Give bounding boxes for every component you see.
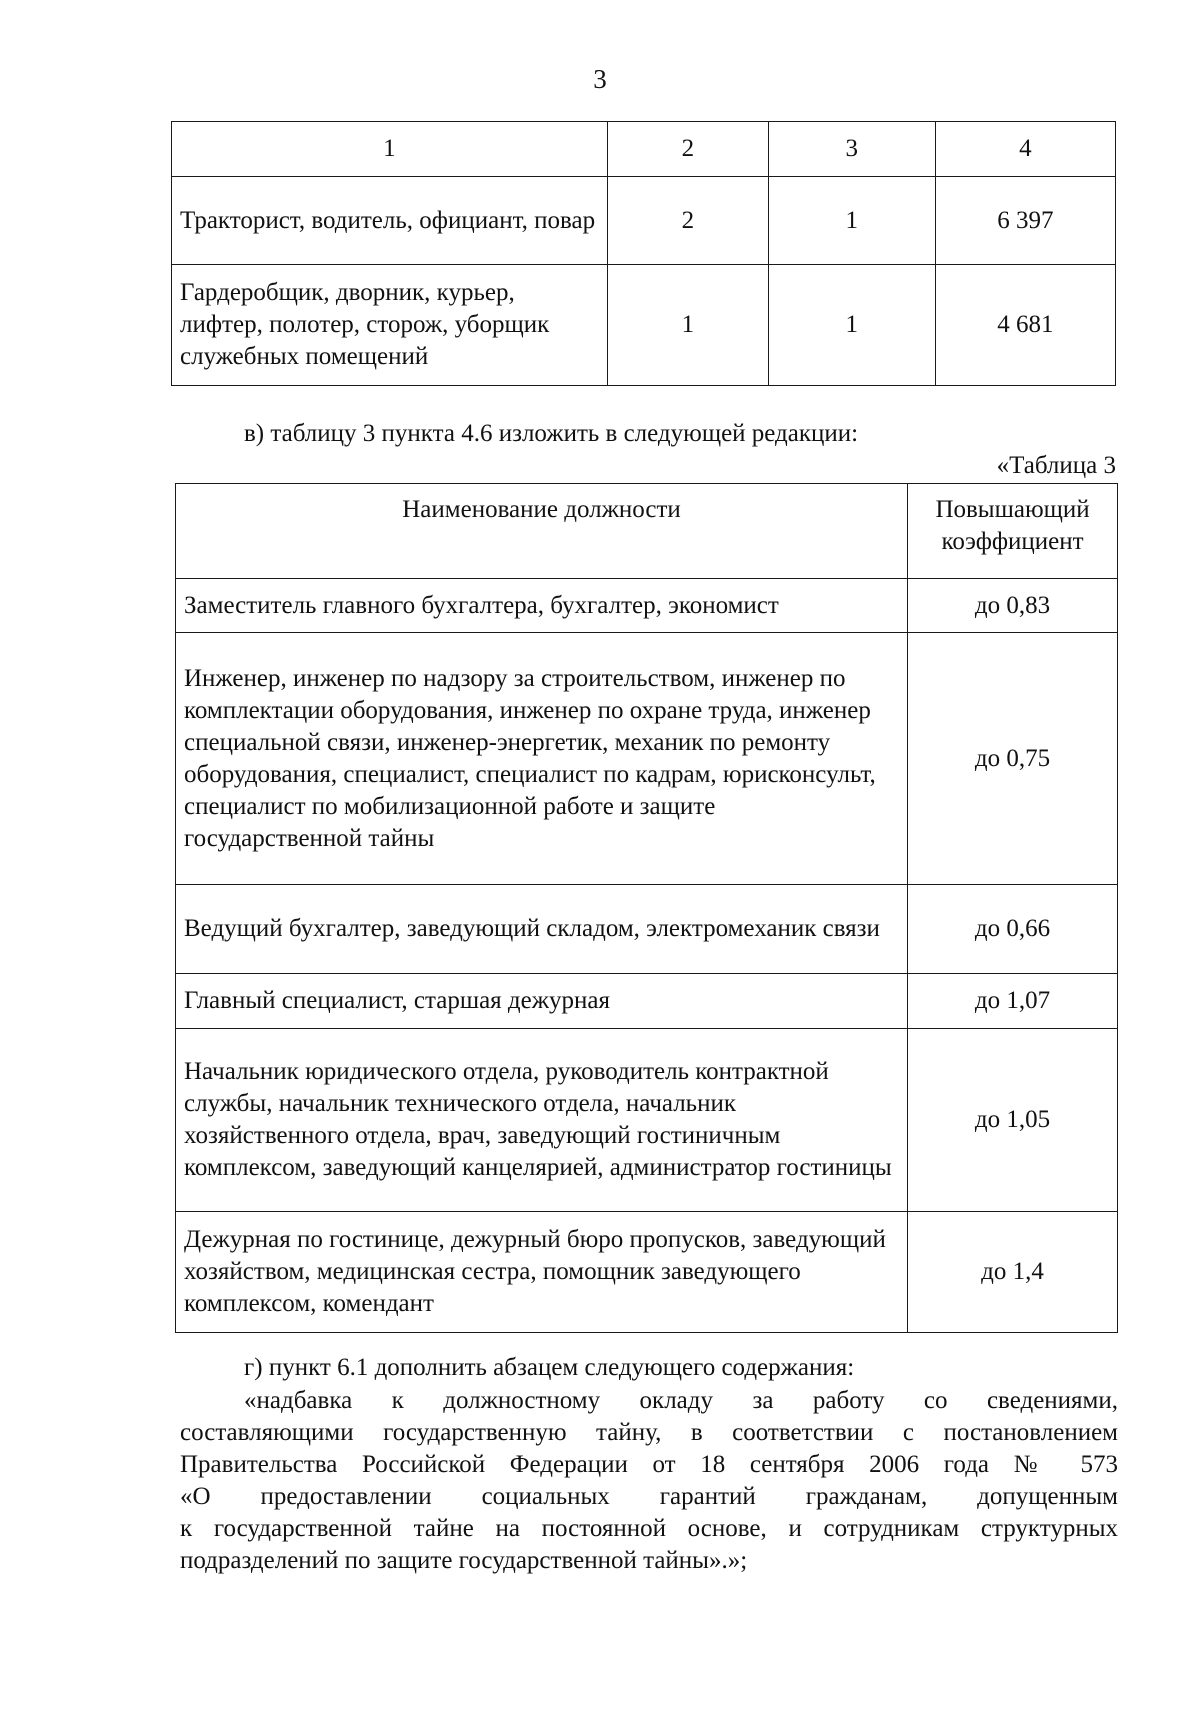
amendment-item-v: в) таблицу 3 пункта 4.6 изложить в следующей редакции: [244,420,859,447]
position-cell: Дежурная по гостинице, дежурный бюро пропусков, заведующий хозяйством, медицинская сестра, помощник заведующего комплексом, комендант [176,1212,908,1333]
table-caption: «Таблица 3 [996,452,1116,479]
value-cell: 1 [768,177,935,265]
value-cell: 1 [607,265,768,386]
amendment-line: к государственной тайне на постоянной основе, и сотрудникам структурных [180,1515,1118,1542]
amendment-line: подразделений по защите государственной тайны».»; [180,1547,748,1574]
position-cell: Начальник юридического отдела, руководитель контрактной службы, начальник технического отдела, начальник хозяйственного отдела, врач, заведующий гостиничным комплексом, заведующий канцелярией, администратор гостиницы [176,1029,908,1212]
value-cell: 6 397 [935,177,1115,265]
coefficient-cell: до 1,05 [908,1029,1118,1212]
table-row [176,974,1118,1029]
coefficient-cell: до 1,4 [908,1212,1118,1333]
column-number-2: 2 [607,122,768,177]
table-row [176,885,1118,974]
amendment-line: составляющими государственную тайну, в соответствии с постановлением [180,1419,1118,1446]
header-position-name: Наименование должности [176,484,908,579]
position-cell: Заместитель главного бухгалтера, бухгалтер, экономист [176,579,908,633]
coefficient-cell: до 1,07 [908,974,1118,1029]
amendment-line: Правительства Российской Федерации от 18 сентября 2006 года № 573 [180,1451,1118,1478]
table-row [176,1212,1118,1333]
position-cell: Гардеробщик, дворник, курьер, лифтер, полотер, сторож, уборщик служебных помещений [172,265,608,386]
table-row [176,579,1118,633]
coefficient-cell: до 0,83 [908,579,1118,633]
coefficient-table [175,483,1118,1333]
table-row [172,265,1116,386]
coefficient-cell: до 0,75 [908,633,1118,885]
amendment-item-g: г) пункт 6.1 дополнить абзацем следующего содержания: [244,1354,855,1381]
position-cell: Инженер, инженер по надзору за строительством, инженер по комплектации оборудования, инженер по охране труда, инженер специальной связи, инженер-энергетик, механик по ремонту оборудования, специалист, специалист по кадрам, юрисконсульт, специалист по мобилизационной работе и защите государственной тайны [176,633,908,885]
table-header-row [176,484,1118,579]
table-row [176,633,1118,885]
page-number: 3 [593,64,607,94]
coefficient-cell: до 0,66 [908,885,1118,974]
amendment-text [180,1385,1118,1577]
value-cell: 2 [607,177,768,265]
value-cell: 4 681 [935,265,1115,386]
table-row [172,177,1116,265]
position-cell: Главный специалист, старшая дежурная [176,974,908,1029]
amendment-line: «надбавка к должностному окладу за работу со сведениями, [244,1387,1118,1414]
table-row [176,1029,1118,1212]
column-number-1: 1 [172,122,608,177]
pay-table-continuation [171,121,1116,386]
amendment-line: «О предоставлении социальных гарантий гражданам, допущенным [180,1483,1118,1510]
column-number-4: 4 [935,122,1115,177]
position-cell: Тракторист, водитель, официант, повар [172,177,608,265]
column-number-3: 3 [768,122,935,177]
table-header-row [172,122,1116,177]
value-cell: 1 [768,265,935,386]
header-coefficient: Повышающий коэффициент [908,484,1118,579]
position-cell: Ведущий бухгалтер, заведующий складом, электромеханик связи [176,885,908,974]
